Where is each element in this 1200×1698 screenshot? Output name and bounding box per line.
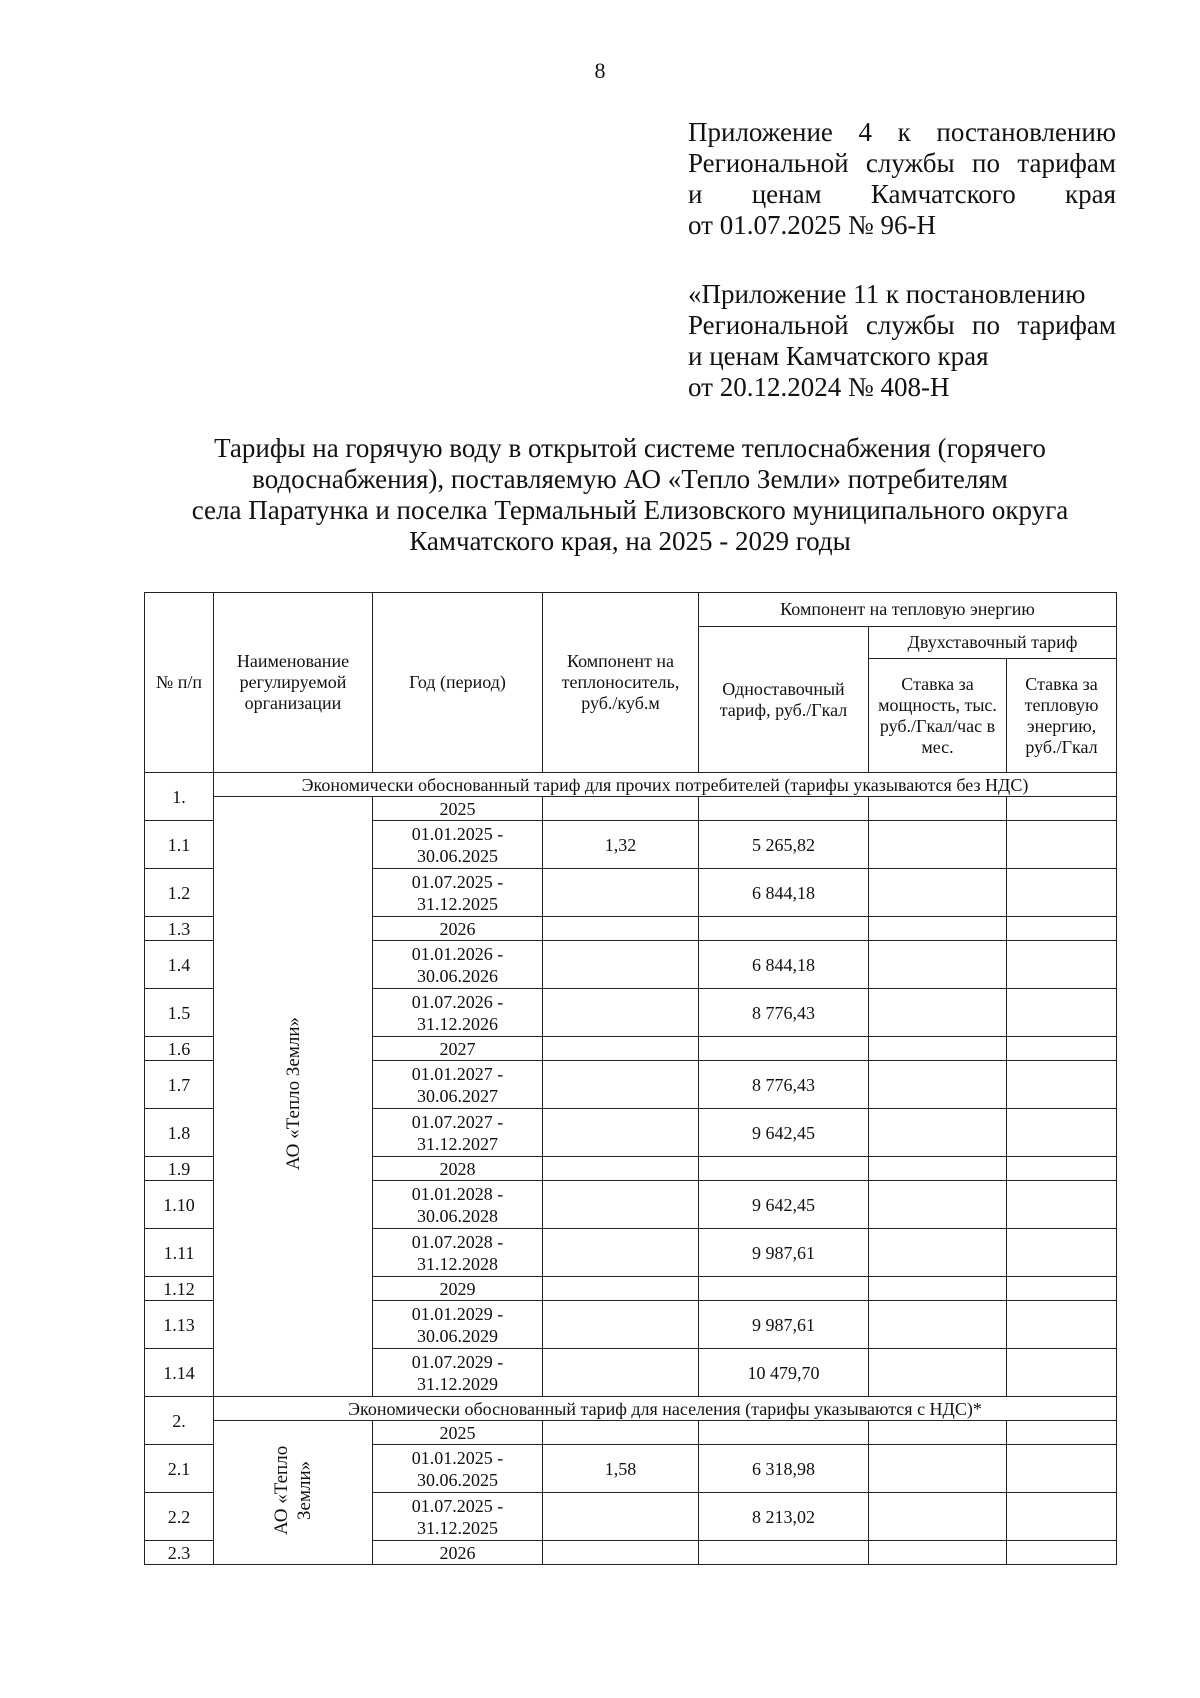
carrier-component-cell xyxy=(543,989,699,1037)
row-number: 1.2 xyxy=(145,869,214,917)
appendix-line: и ценам Камчатского края xyxy=(688,179,1116,209)
carrier-component-cell xyxy=(543,797,699,821)
section-header-row xyxy=(145,773,1117,797)
appendix-line: Региональной службы по тарифам xyxy=(688,148,1116,178)
carrier-component-cell xyxy=(543,1421,699,1445)
organization-name-cell xyxy=(214,797,373,1397)
row-number: 2.1 xyxy=(145,1445,214,1493)
title-line: Камчатского края, на 2025 - 2029 годы xyxy=(409,526,851,556)
organization-name: АО «Тепло Земли» xyxy=(271,1445,315,1535)
header-single-rate: Одноставочный тариф, руб./Гкал xyxy=(699,627,869,773)
capacity-rate-cell xyxy=(869,1229,1007,1277)
carrier-component-cell xyxy=(543,1541,699,1565)
appendix-line: «Приложение 11 к постановлению xyxy=(688,279,1086,309)
energy-rate-cell xyxy=(1007,1109,1117,1157)
header-num: № п/п xyxy=(145,593,214,773)
row-number: 1.5 xyxy=(145,989,214,1037)
period-cell: 2025 xyxy=(373,1421,543,1445)
section-number: 1. xyxy=(145,773,214,821)
capacity-rate-cell xyxy=(869,1037,1007,1061)
energy-rate-cell xyxy=(1007,1349,1117,1397)
carrier-component-cell xyxy=(543,1301,699,1349)
energy-rate-cell xyxy=(1007,1229,1117,1277)
single-rate-cell: 9 987,61 xyxy=(699,1229,869,1277)
energy-rate-cell xyxy=(1007,1037,1117,1061)
row-number: 1.6 xyxy=(145,1037,214,1061)
table-row xyxy=(145,1421,1117,1445)
period-cell: 01.01.2026 - 30.06.2026 xyxy=(373,941,543,989)
row-number: 1.9 xyxy=(145,1157,214,1181)
carrier-component-cell: 1,58 xyxy=(543,1445,699,1493)
organization-name-cell xyxy=(214,1421,373,1565)
capacity-rate-cell xyxy=(869,1541,1007,1565)
section-title: Экономически обоснованный тариф для населения (тарифы указываются с НДС)* xyxy=(214,1397,1117,1421)
capacity-rate-cell xyxy=(869,869,1007,917)
period-cell: 01.07.2027 - 31.12.2027 xyxy=(373,1109,543,1157)
energy-rate-cell xyxy=(1007,941,1117,989)
row-number: 1.4 xyxy=(145,941,214,989)
capacity-rate-cell xyxy=(869,1061,1007,1109)
single-rate-cell: 6 844,18 xyxy=(699,941,869,989)
carrier-component-cell xyxy=(543,1277,699,1301)
energy-rate-cell xyxy=(1007,1157,1117,1181)
period-cell: 01.01.2027 - 30.06.2027 xyxy=(373,1061,543,1109)
capacity-rate-cell xyxy=(869,1157,1007,1181)
carrier-component-cell xyxy=(543,1181,699,1229)
page-number: 8 xyxy=(594,58,606,83)
header-energy-component: Компонент на тепловую энергию xyxy=(699,593,1117,627)
capacity-rate-cell xyxy=(869,1109,1007,1157)
header-carrier-component: Компонент на теплоноситель, руб./куб.м xyxy=(543,593,699,773)
single-rate-cell: 9 642,45 xyxy=(699,1109,869,1157)
capacity-rate-cell xyxy=(869,797,1007,821)
single-rate-cell xyxy=(699,1037,869,1061)
carrier-component-cell xyxy=(543,1157,699,1181)
carrier-component-cell xyxy=(543,1493,699,1541)
appendix-original-reference xyxy=(688,279,1116,403)
carrier-component-cell xyxy=(543,1229,699,1277)
single-rate-cell: 9 642,45 xyxy=(699,1181,869,1229)
single-rate-cell: 10 479,70 xyxy=(699,1349,869,1397)
capacity-rate-cell xyxy=(869,1421,1007,1445)
appendix-line: Приложение 4 к постановлению xyxy=(688,117,1116,147)
capacity-rate-cell xyxy=(869,1301,1007,1349)
period-cell: 01.07.2026 - 31.12.2026 xyxy=(373,989,543,1037)
appendix-line: от 01.07.2025 № 96-Н xyxy=(688,210,936,240)
energy-rate-cell xyxy=(1007,1445,1117,1493)
carrier-component-cell xyxy=(543,1037,699,1061)
single-rate-cell xyxy=(699,1157,869,1181)
row-number: 1.8 xyxy=(145,1109,214,1157)
carrier-component-cell xyxy=(543,917,699,941)
energy-rate-cell xyxy=(1007,1277,1117,1301)
energy-rate-cell xyxy=(1007,797,1117,821)
energy-rate-cell xyxy=(1007,917,1117,941)
period-cell: 2027 xyxy=(373,1037,543,1061)
period-cell: 01.07.2028 - 31.12.2028 xyxy=(373,1229,543,1277)
single-rate-cell xyxy=(699,917,869,941)
period-cell: 2025 xyxy=(373,797,543,821)
period-cell: 2029 xyxy=(373,1277,543,1301)
appendix-line: и ценам Камчатского края xyxy=(688,341,989,371)
header-organization: Наименование регулируемой организации xyxy=(214,593,373,773)
single-rate-cell: 6 844,18 xyxy=(699,869,869,917)
row-number: 1.14 xyxy=(145,1349,214,1397)
capacity-rate-cell xyxy=(869,917,1007,941)
appendix-line: Региональной службы по тарифам xyxy=(688,310,1116,340)
capacity-rate-cell xyxy=(869,1493,1007,1541)
organization-name: АО «Тепло Земли» xyxy=(282,1017,304,1171)
single-rate-cell: 8 776,43 xyxy=(699,1061,869,1109)
row-number: 1.11 xyxy=(145,1229,214,1277)
period-cell: 01.01.2029 - 30.06.2029 xyxy=(373,1301,543,1349)
capacity-rate-cell xyxy=(869,1349,1007,1397)
energy-rate-cell xyxy=(1007,1301,1117,1349)
carrier-component-cell xyxy=(543,1061,699,1109)
header-two-part-tariff: Двухставочный тариф xyxy=(869,627,1117,659)
period-cell: 01.01.2028 - 30.06.2028 xyxy=(373,1181,543,1229)
section-number: 2. xyxy=(145,1397,214,1445)
energy-rate-cell xyxy=(1007,989,1117,1037)
period-cell: 2026 xyxy=(373,1541,543,1565)
single-rate-cell xyxy=(699,1541,869,1565)
single-rate-cell: 5 265,82 xyxy=(699,821,869,869)
single-rate-cell: 9 987,61 xyxy=(699,1301,869,1349)
capacity-rate-cell xyxy=(869,1445,1007,1493)
section-title: Экономически обоснованный тариф для прочих потребителей (тарифы указываются без НДС) xyxy=(214,773,1117,797)
single-rate-cell xyxy=(699,797,869,821)
energy-rate-cell xyxy=(1007,1493,1117,1541)
carrier-component-cell xyxy=(543,869,699,917)
single-rate-cell xyxy=(699,1421,869,1445)
capacity-rate-cell xyxy=(869,1277,1007,1301)
table-row xyxy=(145,797,1117,821)
appendix-line: от 20.12.2024 № 408-Н xyxy=(688,372,950,402)
header-energy-rate: Ставка за тепловую энергию, руб./Гкал xyxy=(1007,659,1117,773)
single-rate-cell xyxy=(699,1277,869,1301)
energy-rate-cell xyxy=(1007,1061,1117,1109)
capacity-rate-cell xyxy=(869,941,1007,989)
appendix-current-reference xyxy=(688,117,1116,241)
capacity-rate-cell xyxy=(869,821,1007,869)
tariff-table xyxy=(144,592,1117,1565)
period-cell: 01.01.2025 - 30.06.2025 xyxy=(373,821,543,869)
title-line: Тарифы на горячую воду в открытой системе теплоснабжения (горячего xyxy=(214,433,1046,463)
row-number: 1.12 xyxy=(145,1277,214,1301)
period-cell: 01.01.2025 - 30.06.2025 xyxy=(373,1445,543,1493)
carrier-component-cell xyxy=(543,1349,699,1397)
title-line: водоснабжения), поставляемую АО «Тепло Земли» потребителям xyxy=(252,464,1008,494)
document-title xyxy=(140,433,1120,557)
carrier-component-cell xyxy=(543,941,699,989)
energy-rate-cell xyxy=(1007,869,1117,917)
header-capacity-rate: Ставка за мощность, тыс. руб./Гкал/час в мес. xyxy=(869,659,1007,773)
row-number: 2.2 xyxy=(145,1493,214,1541)
row-number: 1.13 xyxy=(145,1301,214,1349)
capacity-rate-cell xyxy=(869,1181,1007,1229)
row-number: 1.10 xyxy=(145,1181,214,1229)
row-number: 2.3 xyxy=(145,1541,214,1565)
section-header-row xyxy=(145,1397,1117,1421)
period-cell: 2028 xyxy=(373,1157,543,1181)
row-number: 1.1 xyxy=(145,821,214,869)
carrier-component-cell xyxy=(543,1109,699,1157)
title-line: села Паратунка и поселка Термальный Елизовского муниципального округа xyxy=(191,495,1069,525)
header-period: Год (период) xyxy=(373,593,543,773)
row-number: 1.7 xyxy=(145,1061,214,1109)
row-number: 1.3 xyxy=(145,917,214,941)
single-rate-cell: 6 318,98 xyxy=(699,1445,869,1493)
energy-rate-cell xyxy=(1007,821,1117,869)
energy-rate-cell xyxy=(1007,1421,1117,1445)
capacity-rate-cell xyxy=(869,989,1007,1037)
carrier-component-cell: 1,32 xyxy=(543,821,699,869)
period-cell: 2026 xyxy=(373,917,543,941)
single-rate-cell: 8 213,02 xyxy=(699,1493,869,1541)
period-cell: 01.07.2025 - 31.12.2025 xyxy=(373,1493,543,1541)
single-rate-cell: 8 776,43 xyxy=(699,989,869,1037)
period-cell: 01.07.2029 - 31.12.2029 xyxy=(373,1349,543,1397)
energy-rate-cell xyxy=(1007,1181,1117,1229)
energy-rate-cell xyxy=(1007,1541,1117,1565)
period-cell: 01.07.2025 - 31.12.2025 xyxy=(373,869,543,917)
